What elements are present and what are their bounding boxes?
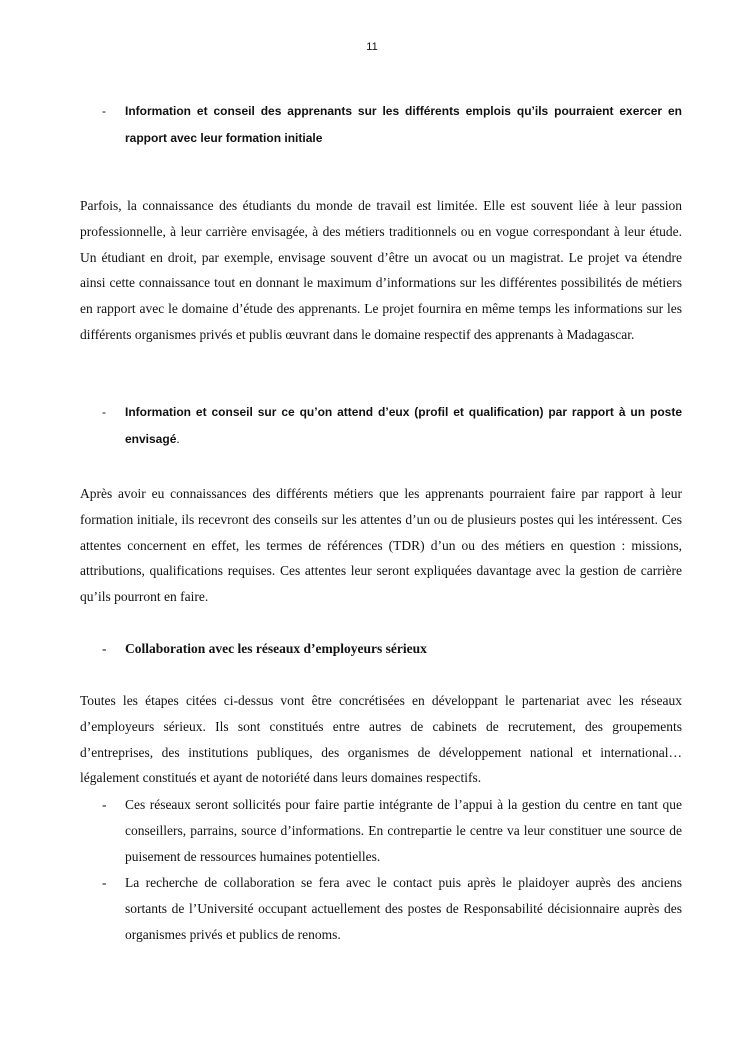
- section-heading-attentes-poste: [102, 399, 682, 453]
- page-number: 11: [366, 41, 378, 53]
- section-heading-collaboration-reseaux: [102, 635, 682, 662]
- heading-text: Information et conseil sur ce qu’on attend d’eux (profil et qualification) par rapport à un poste envisagé: [125, 405, 682, 446]
- paragraph-partenariat-reseaux: Toutes les étapes citées ci-dessus vont être concrétisées en développant le partenariat avec les réseaux d’employeurs sérieux. Ils sont constitués entre autres de cabinets de recrutement, des groupements d’entreprises, des institutions publiques, des organismes de développement national et international… légalement constitués et ayant de notoriété dans leurs domaines respectifs.: [80, 693, 682, 786]
- heading-text: Information et conseil des apprenants sur les différents emplois qu’ils pourraient exercer en rapport avec leur formation initiale: [125, 104, 682, 145]
- list-item-recherche-collaboration: [102, 870, 682, 948]
- heading-suffix: .: [176, 432, 180, 446]
- heading-text: Collaboration avec les réseaux d’employeurs sérieux: [125, 641, 427, 656]
- bullet-dash: -: [102, 797, 107, 812]
- list-item-reseaux-sollicites: [102, 792, 682, 870]
- paragraph-attentes-postes: Après avoir eu connaissances des différents métiers que les apprenants pourraient faire par rapport à leur formation initiale, ils recevront des conseils sur les attentes d’un ou de plusieurs postes qui les intéressent. Ces attentes concernent en effet, les termes de références (TDR) d’un ou des métiers en question : missions, attributions, qualifications requises. Ces attentes leur seront expliquées davantage avec la gestion de carrière qu’ils pourront en faire.: [80, 486, 682, 605]
- bullet-dash: -: [102, 405, 106, 419]
- list-item-text: La recherche de collaboration se fera avec le contact puis après le plaidoyer auprès des anciens sortants de l’Université occupant actuellement des postes de Responsabilité décisionnaire auprès des organismes privés et publics de renoms.: [125, 875, 682, 942]
- section-heading-information-emplois: [102, 98, 682, 152]
- bullet-dash: -: [102, 875, 107, 890]
- bullet-dash: -: [102, 104, 106, 118]
- paragraph-connaissance-monde-travail: Parfois, la connaissance des étudiants du monde de travail est limitée. Elle est souvent liée à leur passion professionnelle, à leur carrière envisagée, à des métiers traditionnels ou en vogue correspondant à leur étude. Un étudiant en droit, par exemple, envisage souvent d’être un avocat ou un magistrat. Le projet va étendre ainsi cette connaissance tout en donnant le maximum d’informations sur les différentes possibilités de métiers en rapport avec le domaine d’étude des apprenants. Le projet fournira en même temps les informations sur les différents organismes privés et publis œuvrant dans le domaine respectif des apprenants à Madagascar.: [80, 198, 682, 342]
- bullet-dash: -: [102, 641, 107, 656]
- heading-text-wrapper: [125, 399, 682, 453]
- list-item-text: Ces réseaux seront sollicités pour faire partie intégrante de l’appui à la gestion du centre en tant que conseillers, parrains, source d’informations. En contrepartie le centre va leur constituer une source de puisement de ressources humaines potentielles.: [125, 797, 682, 864]
